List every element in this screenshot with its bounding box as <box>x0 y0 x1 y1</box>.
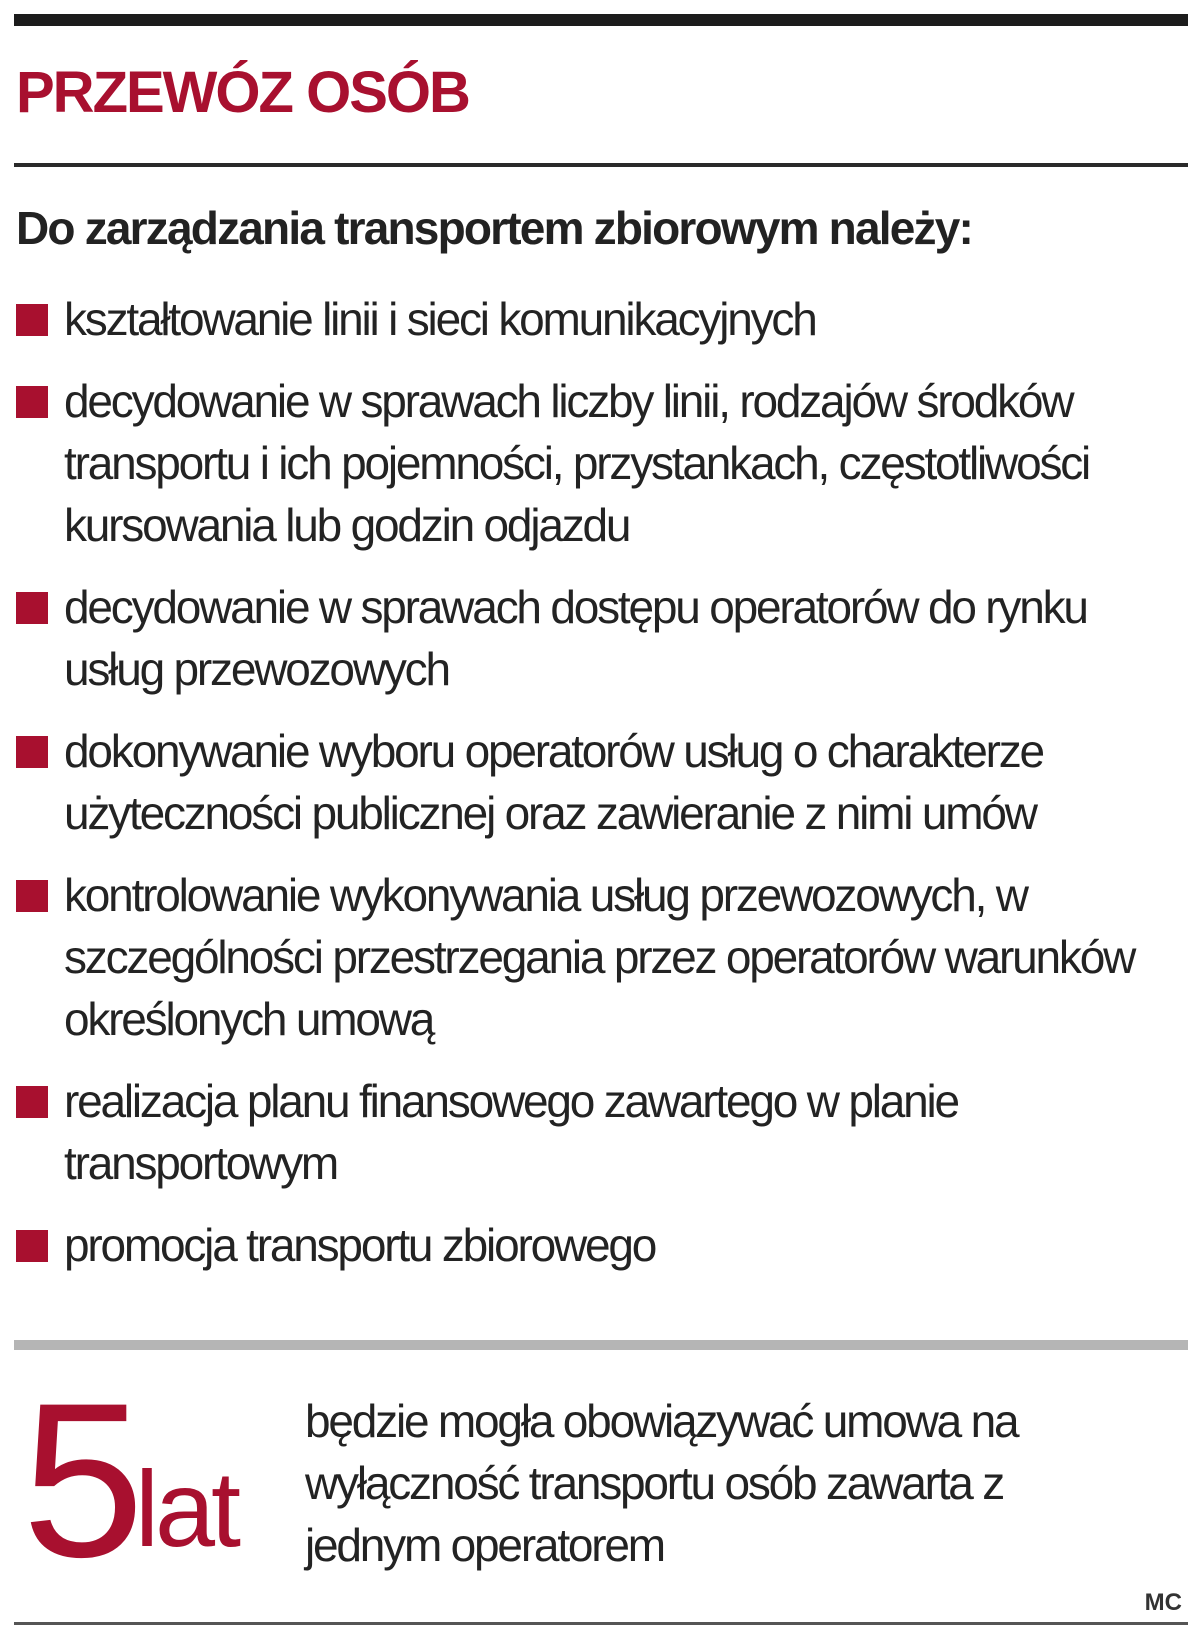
top-rule <box>14 14 1188 26</box>
square-bullet-icon <box>16 304 48 336</box>
list-item <box>16 864 1188 1050</box>
list-item <box>16 1070 1188 1194</box>
square-bullet-icon <box>16 736 48 768</box>
bottom-rule <box>14 1622 1188 1625</box>
list-item-text: realizacja planu finansowego zawartego w planie transportowym <box>64 1075 958 1189</box>
square-bullet-icon <box>16 880 48 912</box>
list-item-text: kształtowanie linii i sieci komunikacyjnych <box>64 293 816 345</box>
section-divider <box>14 1340 1188 1350</box>
square-bullet-icon <box>16 1230 48 1262</box>
list-item <box>16 288 1188 350</box>
list-item-text: decydowanie w sprawach liczby linii, rodzajów środków transportu i ich pojemności, przystankach, częstotliwości kursowania lub godzin odjazdu <box>64 375 1090 551</box>
list-item-text: dokonywanie wyboru operatorów usług o charakterze użyteczności publicznej oraz zawieranie z nimi umów <box>64 725 1043 839</box>
list-item <box>16 720 1188 844</box>
list-item <box>16 370 1188 556</box>
list-item-text: decydowanie w sprawach dostępu operatorów do rynku usług przewozowych <box>64 581 1087 695</box>
duties-list <box>16 288 1188 1296</box>
fact-unit: lat <box>135 1448 238 1569</box>
title-divider <box>14 163 1188 167</box>
list-item-text: promocja transportu zbiorowego <box>64 1219 656 1271</box>
fact-text: będzie mogła obowiązywać umowa na wyłączność transportu osób zawarta z jednym operatorem <box>305 1395 1018 1571</box>
fact-number: 5 <box>22 1357 139 1603</box>
list-item <box>16 1214 1188 1276</box>
author-credit: MC <box>1144 1589 1182 1616</box>
square-bullet-icon <box>16 386 48 418</box>
intro-heading: Do zarządzania transportem zbiorowym należy: <box>16 202 973 254</box>
square-bullet-icon <box>16 592 48 624</box>
list-item <box>16 576 1188 700</box>
list-item-text: kontrolowanie wykonywania usług przewozowych, w szczególności przestrzegania przez operatorów warunków określonych umową <box>64 869 1135 1045</box>
square-bullet-icon <box>16 1086 48 1118</box>
infobox-title: PRZEWÓZ OSÓB <box>16 60 469 125</box>
